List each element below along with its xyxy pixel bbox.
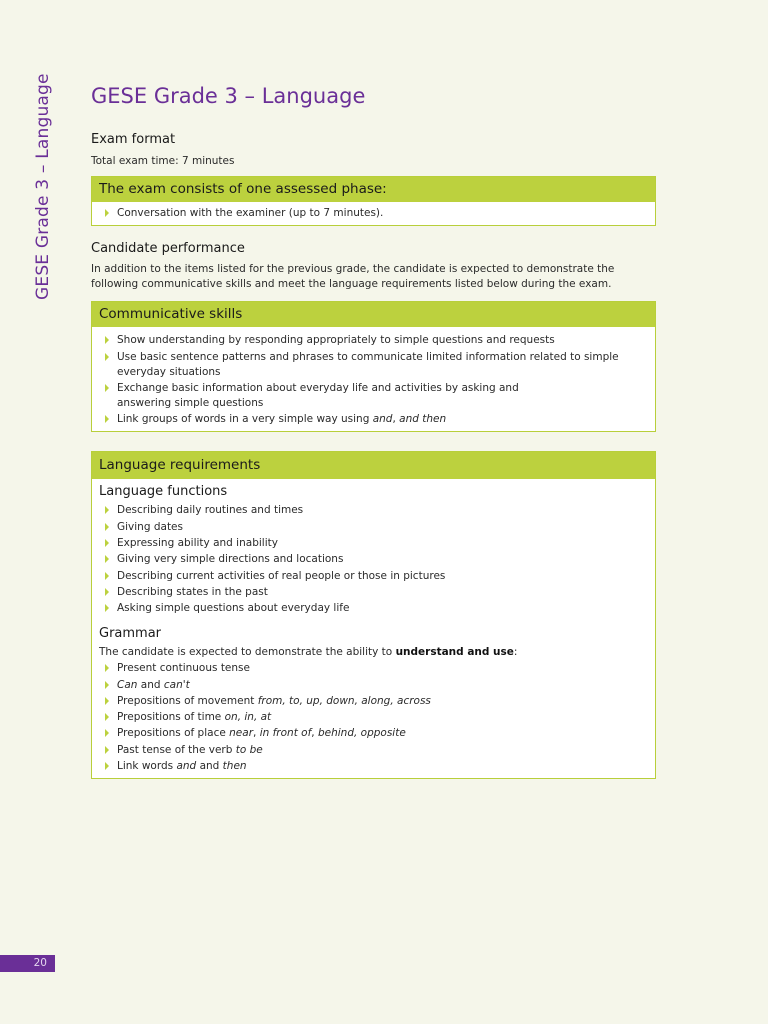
communicative-skills-box [91,301,656,432]
bullet-arrow-icon [105,336,109,344]
bullet-arrow-icon [105,729,109,737]
exam-format-section [91,132,656,169]
list-item: Giving dates [99,520,648,535]
list-item: Prepositions of movement from, to, up, down, along, across [99,694,648,709]
language-requirements-box [91,451,656,779]
list-item: Describing current activities of real people or those in pictures [99,569,648,584]
list-item: Show understanding by responding appropriately to simple questions and requests [99,333,648,348]
list-item: Prepositions of place near, in front of, behind, opposite [99,726,648,741]
bullet-arrow-icon [105,539,109,547]
list-item: Link groups of words in a very simple way using and, and then [99,412,648,427]
list-item: Describing daily routines and times [99,503,648,518]
language-requirements-heading: Language requirements [92,452,655,479]
candidate-performance-heading: Candidate performance [91,241,245,257]
communicative-skills-body [92,327,655,431]
bullet-arrow-icon [105,713,109,721]
list-item: Giving very simple directions and locations [99,552,648,567]
bullet-arrow-icon [105,572,109,580]
candidate-performance-intro: In addition to the items listed for the previous grade, the candidate is expected to demonstrate the following communicative skills and meet the language requirements listed below during the exam. [91,263,615,291]
bullet-arrow-icon [105,664,109,672]
list-item: Prepositions of time on, in, at [99,710,648,725]
list-item: Can and can't [99,678,648,693]
list-item: Conversation with the examiner (up to 7 minutes). [99,206,648,221]
total-exam-time: Total exam time: 7 minutes [91,155,235,167]
exam-format-heading: Exam format [91,132,176,147]
bullet-arrow-icon [105,506,109,514]
language-functions-heading: Language functions [99,484,228,500]
list-item: Exchange basic information about everyday life and activities by asking and answering simple questions [99,381,648,411]
assessed-phase-heading: The exam consists of one assessed phase: [92,177,655,202]
language-requirements-body [92,479,655,778]
bullet-arrow-icon [105,604,109,612]
page-title: GESE Grade 3 – Language [91,84,366,108]
list-item: Use basic sentence patterns and phrases to communicate limited information related to simple everyday situations [99,350,648,380]
bullet-arrow-icon [105,555,109,563]
bullet-arrow-icon [105,746,109,754]
main-content [91,132,656,779]
bullet-arrow-icon [105,523,109,531]
bullet-arrow-icon [105,588,109,596]
bullet-arrow-icon [105,209,109,217]
side-running-title: GESE Grade 3 – Language [33,73,53,300]
list-item: Expressing ability and inability [99,536,648,551]
bullet-arrow-icon [105,415,109,423]
assessed-phase-body [92,202,655,225]
bullet-arrow-icon [105,681,109,689]
grammar-intro: The candidate is expected to demonstrate the ability to understand and use: [99,646,518,659]
bullet-arrow-icon [105,697,109,705]
assessed-phase-box [91,176,656,226]
list-item: Describing states in the past [99,585,648,600]
list-item: Past tense of the verb to be [99,743,648,758]
grammar-heading: Grammar [99,626,162,642]
bullet-arrow-icon [105,384,109,392]
list-item: Link words and and then [99,759,648,774]
list-item: Present continuous tense [99,661,648,676]
bullet-arrow-icon [105,353,109,361]
communicative-skills-heading: Communicative skills [92,302,655,327]
candidate-performance-section [91,241,656,292]
list-item: Asking simple questions about everyday life [99,601,648,616]
page-number: 20 [0,955,55,972]
bullet-arrow-icon [105,762,109,770]
